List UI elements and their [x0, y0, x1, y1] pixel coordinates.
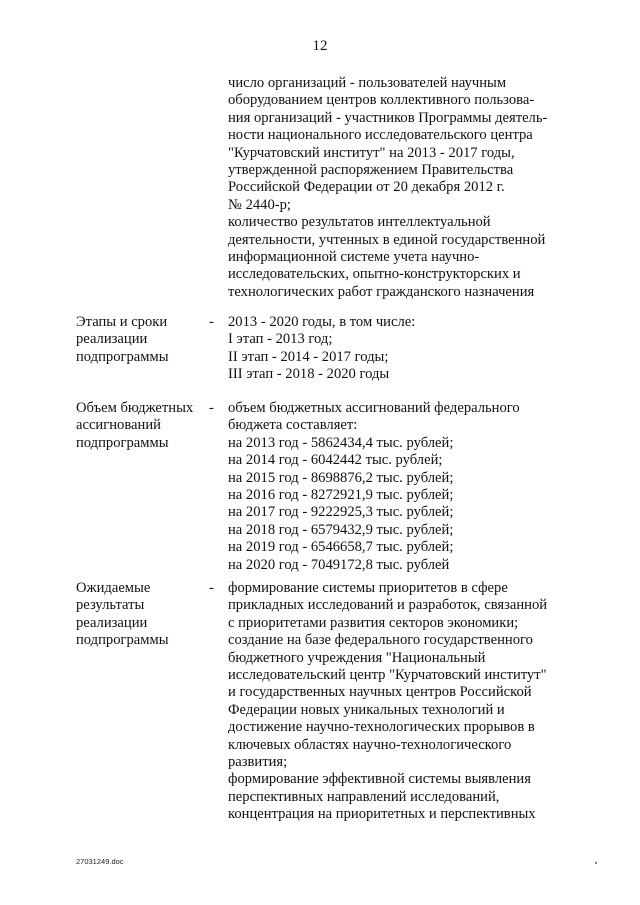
- section-body: [228, 314, 415, 384]
- section-label: [76, 580, 169, 650]
- intro-line: деятельности, учтенных в единой государственной: [228, 231, 546, 248]
- section-label-line: ассигнований: [76, 417, 161, 434]
- section-body-line: объем бюджетных ассигнований федерального: [228, 400, 520, 416]
- page-number: 12: [312, 38, 328, 54]
- section-body-line: прикладных исследований и разработок, связанной: [228, 597, 548, 614]
- intro-line: ния организаций - участников Программы деятель-: [228, 109, 548, 126]
- section-body-line: бюджета составляет:: [228, 417, 358, 434]
- section-body-line: бюджетного учреждения "Национальный: [228, 649, 486, 666]
- section-body: [228, 400, 520, 574]
- section-body-line: на 2020 год - 7049172,8 тыс. рублей: [228, 556, 450, 573]
- section-body: [228, 580, 547, 824]
- section-body-line: на 2015 год - 8698876,2 тыс. рублей;: [228, 469, 454, 486]
- section-label-line: результаты: [76, 597, 145, 614]
- section-label: [76, 314, 169, 366]
- section-body-line: с приоритетами развития секторов экономики;: [228, 614, 519, 631]
- section-body-line: достижение научно-технологических прорывов в: [228, 719, 535, 736]
- section-body-line: на 2016 год - 8272921,9 тыс. рублей;: [228, 487, 454, 504]
- intro-line: ности национального исследовательского центра: [228, 127, 533, 144]
- section-body-line: I этап - 2013 год;: [228, 331, 333, 348]
- section-body-line: на 2018 год - 6579432,9 тыс. рублей;: [228, 521, 454, 538]
- section-dash: -: [209, 580, 214, 596]
- section-body-line: III этап - 2018 - 2020 годы: [228, 366, 390, 383]
- section-body-line: II этап - 2014 - 2017 годы;: [228, 348, 389, 365]
- intro-line: исследовательских, опытно-конструкторских и: [228, 266, 521, 283]
- section-label-line: Этапы и сроки: [76, 314, 168, 330]
- intro-line: количество результатов интеллектуальной: [228, 214, 491, 231]
- section-label-line: Ожидаемые: [76, 580, 151, 596]
- section-label-line: подпрограммы: [76, 632, 169, 649]
- section-label-line: подпрограммы: [76, 348, 169, 365]
- intro-line: № 2440-р;: [228, 196, 291, 213]
- intro-line: "Курчатовский институт" на 2013 - 2017 годы,: [228, 144, 515, 161]
- section-label-line: реализации: [76, 614, 148, 631]
- intro-line: утвержденной распоряжением Правительства: [228, 162, 514, 179]
- section-label-line: реализации: [76, 331, 148, 348]
- section-body-line: формирование системы приоритетов в сфере: [228, 580, 508, 596]
- section-body-line: концентрация на приоритетных и перспективных: [228, 806, 536, 823]
- section-label: [76, 400, 193, 452]
- section-body-line: развития;: [228, 754, 288, 771]
- section-dash: -: [209, 400, 214, 416]
- section-body-line: на 2014 год - 6042442 тыс. рублей;: [228, 452, 443, 469]
- section-body-line: Федерации новых уникальных технологий и: [228, 701, 505, 718]
- intro-line: технологических работ гражданского назначения: [228, 283, 535, 300]
- section-body-line: исследовательский центр "Курчатовский институт": [228, 667, 547, 684]
- intro-paragraph: [228, 75, 547, 301]
- intro-line: информационной системе учета научно-: [228, 249, 480, 266]
- section-body-line: на 2019 год - 6546658,7 тыс. рублей;: [228, 539, 454, 556]
- section-body-line: формирование эффективной системы выявления: [228, 771, 531, 788]
- scan-speck: [595, 862, 597, 864]
- section-body-line: создание на базе федерального государственного: [228, 632, 533, 649]
- section-body-line: на 2013 год - 5862434,4 тыс. рублей;: [228, 434, 454, 451]
- intro-line: оборудованием центров коллективного пользова-: [228, 92, 535, 109]
- footer-filename: 27031249.doc: [76, 857, 124, 866]
- section-body-line: ключевых областях научно-технологического: [228, 736, 512, 753]
- section-body-line: и государственных научных центров Российской: [228, 684, 532, 701]
- section-dash: -: [209, 314, 214, 330]
- section-label-line: подпрограммы: [76, 434, 169, 451]
- section-body-line: 2013 - 2020 годы, в том числе:: [228, 314, 416, 330]
- intro-line: число организаций - пользователей научным: [228, 75, 507, 91]
- intro-line: Российской Федерации от 20 декабря 2012 г.: [228, 179, 505, 196]
- section-body-line: на 2017 год - 9222925,3 тыс. рублей;: [228, 504, 454, 521]
- section-label-line: Объем бюджетных: [76, 400, 194, 416]
- section-body-line: перспективных направлений исследований,: [228, 788, 500, 805]
